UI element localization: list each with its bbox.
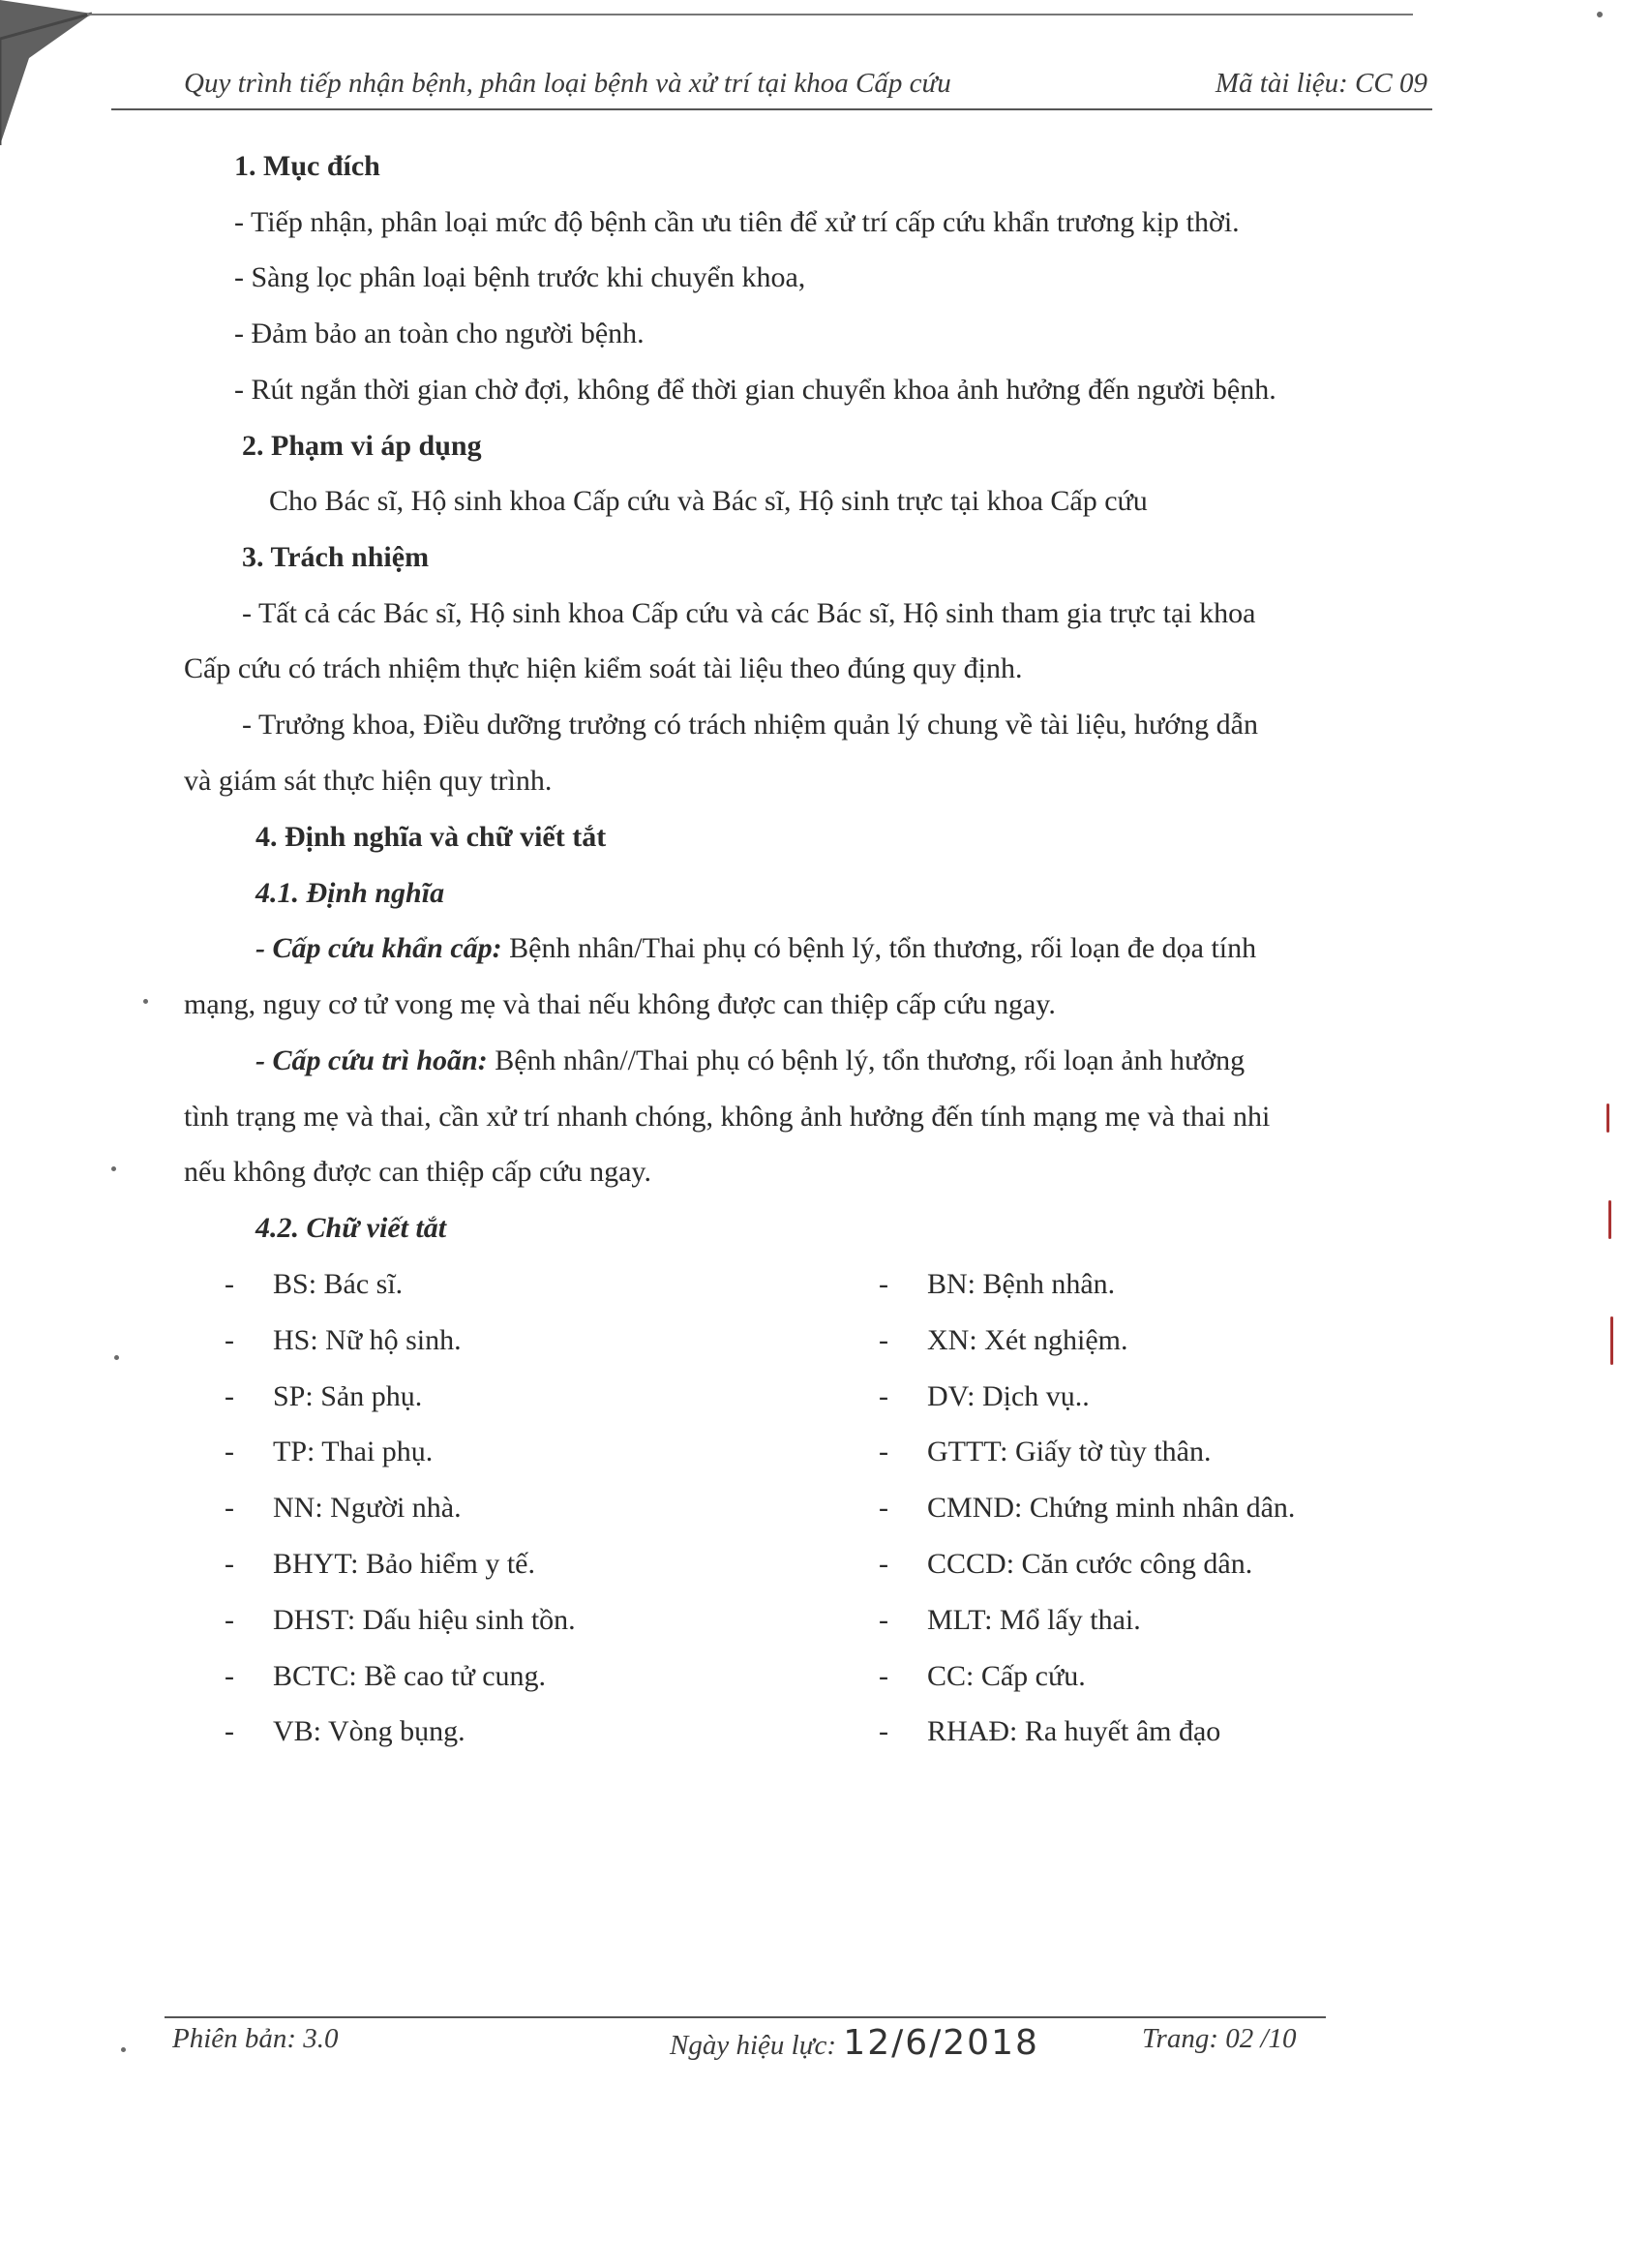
abbreviation-text: BS: Bác sĩ. <box>273 1268 404 1300</box>
abbreviation-text: HS: Nữ hộ sinh. <box>273 1323 462 1356</box>
section-1-item: - Rút ngắn thời gian chờ đợi, không để thời gian chuyển khoa ảnh hưởng đến người bệnh. <box>234 374 1276 406</box>
section-3-heading: 3. Trách nhiệm <box>242 541 430 573</box>
abbreviation-text: MLT: Mổ lấy thai. <box>927 1603 1141 1636</box>
scan-top-edge <box>87 14 1413 15</box>
definition-term: - Cấp cứu khẩn cấp: <box>255 932 502 964</box>
scan-speck <box>1610 1316 1613 1365</box>
abbreviation-text: CCCD: Căn cước công dân. <box>927 1548 1253 1580</box>
definition-text: Bệnh nhân/Thai phụ có bệnh lý, tổn thương, rối loạn đe dọa tính <box>501 932 1257 964</box>
definition-delayed <box>255 1042 1245 1080</box>
scan-speck <box>143 999 148 1004</box>
abbreviation-text: VB: Vòng bụng. <box>273 1715 465 1748</box>
abbreviation-text: NN: Người nhà. <box>273 1492 462 1525</box>
definition-text: Bệnh nhân//Thai phụ có bệnh lý, tổn thương, rối loạn ảnh hưởng <box>487 1044 1246 1076</box>
section-3-paragraph: - Trưởng khoa, Điều dưỡng trưởng có trách nhiệm quản lý chung về tài liệu, hướng dẫn <box>242 709 1258 741</box>
abbreviation-text: GTTT: Giấy tờ tùy thân. <box>927 1436 1212 1468</box>
abbreviation-text: CC: Cấp cứu. <box>927 1659 1086 1692</box>
list-dash: - <box>879 1548 888 1580</box>
list-dash: - <box>225 1603 234 1636</box>
subsection-4-2-heading: 4.2. Chữ viết tắt <box>255 1212 447 1244</box>
definition-emergency <box>255 929 1256 968</box>
section-3-paragraph: và giám sát thực hiện quy trình. <box>184 765 553 797</box>
abbreviation-text: BN: Bệnh nhân. <box>927 1268 1116 1300</box>
section-3-paragraph: - Tất cả các Bác sĩ, Hộ sinh khoa Cấp cứu và các Bác sĩ, Hộ sinh tham gia trực tại khoa <box>242 597 1256 629</box>
section-3-paragraph: Cấp cứu có trách nhiệm thực hiện kiểm soát tài liệu theo đúng quy định. <box>184 652 1023 684</box>
list-dash: - <box>225 1492 234 1525</box>
section-1-item: - Tiếp nhận, phân loại mức độ bệnh cần ưu tiên để xử trí cấp cứu khẩn trương kịp thời. <box>234 206 1240 238</box>
abbreviation-text: RHAĐ: Ra huyết âm đạo <box>927 1715 1221 1748</box>
page-header <box>184 68 1432 110</box>
list-dash: - <box>225 1659 234 1692</box>
scan-speck <box>1608 1200 1611 1239</box>
scan-speck <box>114 1355 119 1360</box>
definition-text: nếu không được can thiệp cấp cứu ngay. <box>184 1156 651 1188</box>
section-1-item: - Sàng lọc phân loại bệnh trước khi chuyển khoa, <box>234 261 806 293</box>
abbreviation-text: BCTC: Bề cao tử cung. <box>273 1659 547 1692</box>
list-dash: - <box>225 1548 234 1580</box>
definition-text: tình trạng mẹ và thai, cần xử trí nhanh chóng, không ảnh hưởng đến tính mạng mẹ và thai nhi <box>184 1101 1271 1133</box>
footer-page-number: Trang: 02 /10 <box>1142 2023 1297 2054</box>
abbreviation-text: BHYT: Bảo hiểm y tế. <box>273 1548 535 1580</box>
section-1-heading: 1. Mục đích <box>234 150 380 182</box>
list-dash: - <box>879 1659 888 1692</box>
section-1-item: - Đảm bảo an toàn cho người bệnh. <box>234 318 645 349</box>
effective-date-handwritten: 12/6/2018 <box>843 2023 1039 2063</box>
header-divider <box>111 108 1432 110</box>
list-dash: - <box>225 1268 234 1300</box>
abbreviation-text: DHST: Dấu hiệu sinh tồn. <box>273 1603 576 1636</box>
section-4-heading: 4. Định nghĩa và chữ viết tắt <box>255 821 607 853</box>
list-dash: - <box>879 1323 888 1356</box>
list-dash: - <box>879 1715 888 1748</box>
footer-version: Phiên bản: 3.0 <box>172 2023 339 2054</box>
list-dash: - <box>225 1436 234 1468</box>
footer-divider <box>165 2016 1326 2018</box>
definition-text: mạng, nguy cơ tử vong mẹ và thai nếu không được can thiệp cấp cứu ngay. <box>184 988 1056 1020</box>
scan-speck <box>111 1166 116 1171</box>
list-dash: - <box>879 1492 888 1525</box>
header-title: Quy trình tiếp nhận bệnh, phân loại bệnh và xử trí tại khoa Cấp cứu <box>184 68 951 99</box>
subsection-4-1-heading: 4.1. Định nghĩa <box>255 877 445 909</box>
abbreviation-text: XN: Xét nghiệm. <box>927 1323 1128 1356</box>
scan-speck <box>1597 12 1603 17</box>
scan-speck <box>121 2047 126 2052</box>
list-dash: - <box>225 1715 234 1748</box>
list-dash: - <box>879 1268 888 1300</box>
list-dash: - <box>225 1323 234 1356</box>
list-dash: - <box>225 1379 234 1412</box>
document-code: Mã tài liệu: CC 09 <box>1215 68 1427 99</box>
scan-speck <box>1606 1104 1609 1133</box>
list-dash: - <box>879 1379 888 1412</box>
effective-date-label: Ngày hiệu lực: <box>670 2030 837 2061</box>
section-2-heading: 2. Phạm vi áp dụng <box>242 430 482 462</box>
section-2-text: Cho Bác sĩ, Hộ sinh khoa Cấp cứu và Bác sĩ, Hộ sinh trực tại khoa Cấp cứu <box>269 485 1148 517</box>
definition-term: - Cấp cứu trì hoãn: <box>255 1044 488 1076</box>
scan-corner-mark <box>0 0 116 145</box>
list-dash: - <box>879 1603 888 1636</box>
list-dash: - <box>879 1436 888 1468</box>
abbreviation-text: DV: Dịch vụ.. <box>927 1379 1090 1412</box>
footer-effective-date <box>670 2023 1039 2063</box>
abbreviation-text: TP: Thai phụ. <box>273 1436 434 1468</box>
abbreviation-text: SP: Sản phụ. <box>273 1379 423 1412</box>
abbreviation-text: CMND: Chứng minh nhân dân. <box>927 1492 1296 1525</box>
